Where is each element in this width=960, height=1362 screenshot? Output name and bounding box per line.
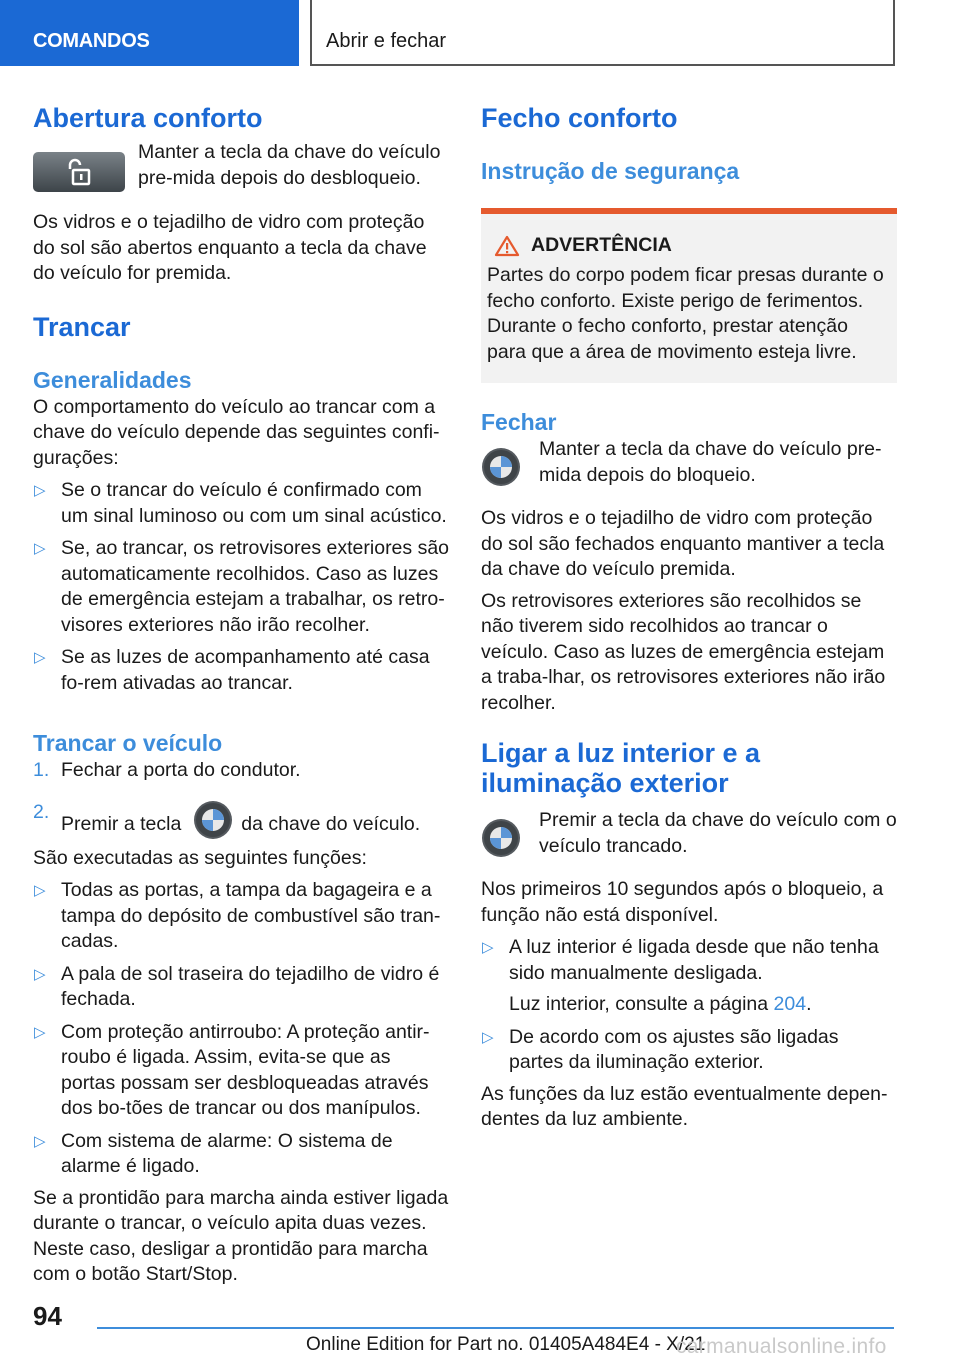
heading-lock: Trancar (33, 311, 131, 342)
comfort-open-instruction (33, 141, 449, 192)
lights-icon-text: Premir a tecla da chave do veículo com o veículo trancado. (539, 809, 897, 857)
warning-triangle-icon (494, 235, 520, 257)
bullet-triangle-icon: ▷ (34, 649, 46, 666)
comfort-open-icon-text: Manter a tecla da chave do veículo pre-mida depois do desbloqueio. (138, 141, 441, 189)
close-instruction (481, 438, 897, 488)
page-reference: Luz interior, consulte a página 204. (509, 993, 812, 1015)
warning-text: Partes do corpo podem ficar presas durante o fecho conforto. Existe perigo de ferimentos. Durante o fecho conforto, prestar atenção para que a área de movimento esteja livre. (487, 264, 884, 363)
topic-header (312, 0, 895, 66)
lights-paragraph: Nos primeiros 10 segundos após o bloqueio, a função não está disponível. (481, 878, 884, 926)
list-item: ▷ A luz interior é ligada desde que não tenha sido manualmente desligada. Luz interior, consulte a página 204. (481, 935, 897, 1018)
lock-steps (33, 758, 449, 840)
bullet-triangle-icon: ▷ (482, 939, 494, 956)
bullet-triangle-icon: ▷ (34, 965, 46, 983)
unlock-key-icon (33, 152, 125, 192)
list-item: ▷ Com proteção antirroubo: A proteção antir-roubo é ligada. Assim, evita-se que as portas possam ser desbloqueadas através dos bo-tões de trancar ou dos manípulos. (34, 1020, 430, 1119)
list-item: ▷ De acordo com os ajustes são ligadas partes da iluminação exterior. (482, 1025, 839, 1073)
bullet-triangle-icon: ▷ (34, 540, 46, 557)
bmw-key-icon (193, 800, 233, 840)
list-item: ▷ Todas as portas, a tampa da bagageira e a tampa do depósito de combustível são tran-cadas. (34, 879, 441, 952)
list-item: ▷ Se o trancar do veículo é confirmado com um sinal luminoso ou com um sinal acústico. (34, 479, 447, 527)
heading-comfort-open: Abertura conforto (33, 103, 263, 133)
functions-list (33, 878, 449, 1180)
comfort-open-paragraph: Os vidros e o tejadilho de vidro com proteção do sol são abertos enquanto a tecla da chave do veículo for premida. (33, 211, 427, 284)
list-item: ▷ Se as luzes de acompanhamento até casa fo-rem ativadas ao trancar. (34, 646, 430, 694)
edition-text: Online Edition for Part no. 01405A484E4 - X/21 (306, 1334, 706, 1355)
topic-title: Abrir e fechar (326, 30, 447, 52)
left-column (33, 100, 449, 1288)
watermark: carmanualsonline.info (676, 1335, 887, 1358)
general-paragraph: O comportamento do veículo ao trancar com a chave do veículo depende das seguintes confi-gurações: (33, 395, 440, 469)
lights-instruction (481, 809, 897, 859)
step-item: 1. Fechar a porta do condutor. (33, 759, 301, 781)
functions-intro: São executadas as seguintes funções: (33, 846, 367, 869)
right-column (481, 100, 897, 1133)
list-item: ▷ A pala de sol traseira do tejadilho de vidro é fechada. (34, 962, 440, 1010)
heading-comfort-close: Fecho conforto (481, 103, 678, 133)
heading-lights: Ligar a luz interior e a iluminação exterior (481, 738, 761, 798)
bmw-key-icon (481, 447, 521, 487)
section-tab (0, 0, 299, 66)
closing-paragraph: Se a prontidão para marcha ainda estiver ligada durante o trancar, o veículo apita duas vezes. Neste caso, desligar a prontidão para marcha com o botão Start/Stop. (33, 1186, 449, 1285)
page-link[interactable]: 204 (773, 993, 807, 1015)
warning-title: ADVERTÊNCIA (531, 234, 672, 256)
lights-list (481, 935, 897, 1076)
warning-box (481, 214, 897, 383)
heading-close: Fechar (481, 409, 557, 435)
general-list (33, 478, 449, 696)
list-item: ▷ Se, ao trancar, os retrovisores exteriores são automaticamente recolhidos. Caso as luzes de emergência estejam a trabalhar, os retro-visores exteriores não irão recolher. (34, 537, 450, 636)
heading-safety: Instrução de segurança (481, 158, 740, 184)
bmw-key-icon (481, 818, 521, 858)
header-divider (310, 0, 312, 66)
step-item: 2. Premir a tecla da chave do veículo. (33, 800, 449, 840)
list-item: ▷ Com sistema de alarme: O sistema de alarme é ligado. (34, 1129, 393, 1177)
close-paragraph-2: Os retrovisores exteriores são recolhidos se não tiverem sido recolhidos ao trancar o veículo. Caso as luzes de emergência estejam a traba-lhar, os retrovisores exteriores não irão recolher. (481, 589, 886, 714)
bullet-triangle-icon: ▷ (34, 1023, 46, 1041)
page-number: 94 (33, 1301, 62, 1331)
heading-general: Generalidades (33, 366, 192, 393)
bullet-triangle-icon: ▷ (34, 482, 46, 499)
bullet-triangle-icon: ▷ (482, 1028, 494, 1046)
bullet-triangle-icon: ▷ (34, 1132, 46, 1150)
close-icon-text: Manter a tecla da chave do veículo pre-mida depois do bloqueio. (539, 438, 882, 486)
bullet-triangle-icon: ▷ (34, 882, 46, 899)
close-paragraph-1: Os vidros e o tejadilho de vidro com proteção do sol são fechados enquanto mantiver a tecla da chave do veículo premida. (481, 507, 885, 580)
section-title: COMANDOS (33, 30, 150, 52)
lights-paragraph-2: As funções da luz estão eventualmente depen-dentes da luz ambiente. (481, 1082, 888, 1130)
heading-lock-vehicle: Trancar o veículo (33, 730, 223, 756)
footer-rule (97, 1327, 894, 1329)
